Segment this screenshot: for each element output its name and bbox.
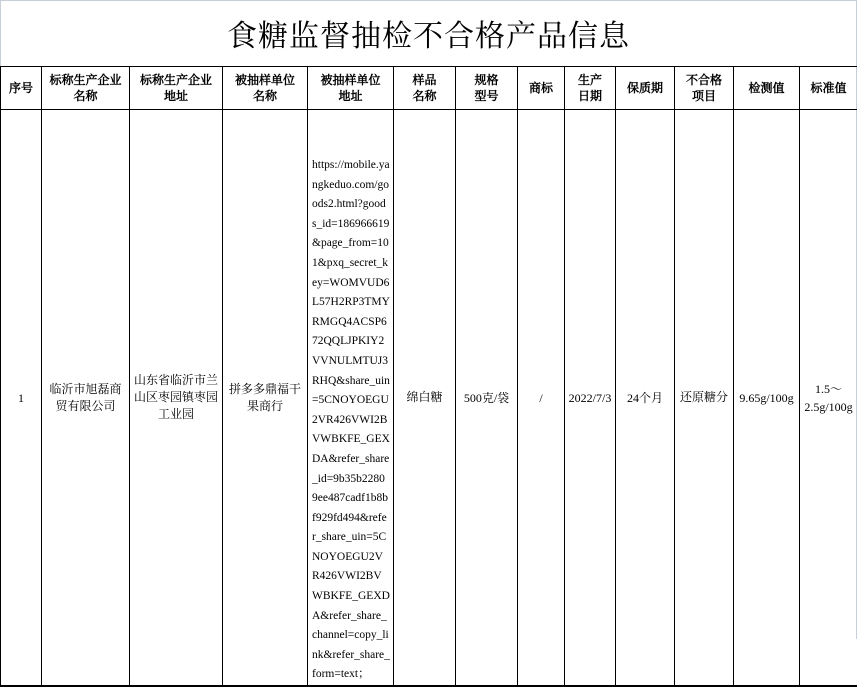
cell-index: 1	[1, 110, 42, 687]
header-nonconforming-item: 不合格 项目	[675, 67, 734, 110]
cell-manufacturer-name: 临沂市旭磊商贸有限公司	[42, 110, 130, 687]
cell-sampled-unit-name: 拼多多鼎福干果商行	[223, 110, 308, 687]
header-index: 序号	[1, 67, 42, 110]
header-test-value: 检测值	[734, 67, 800, 110]
header-spec: 规格 型号	[456, 67, 518, 110]
header-sampled-unit-name: 被抽样单位 名称	[223, 67, 308, 110]
header-manufacturer-address: 标称生产企业 地址	[130, 67, 223, 110]
nonconforming-products-table	[0, 66, 857, 687]
cell-sample-name: 绵白糖	[394, 110, 456, 687]
header-standard-value: 标准值	[800, 67, 857, 110]
cell-standard-value: 1.5～2.5g/100g	[800, 110, 857, 687]
cell-nonconforming-item: 还原糖分	[675, 110, 734, 687]
header-production-date: 生产 日期	[565, 67, 616, 110]
table-header-row	[1, 67, 857, 110]
cell-manufacturer-address: 山东省临沂市兰山区枣园镇枣园工业园	[130, 110, 223, 687]
cell-sampled-unit-address: https://mobile.yangkeduo.com/goods2.html?goods_id=186966619&page_from=101&pxq_secret_key=WOMVUD6L57H2RP3TMYRMGQ4ACSP672QQLJPKIY2VVNULMTUJ3RHQ&share_uin=5CNOYOEGU2VR426VWI2BVWBKFE_GEXDA&refer_share_id=9b35b22809ee487cadf1b8bf929fd494&refer_share_uin=5CNOYOEGU2VR426VWI2BVWBKFE_GEXDA&refer_share_channel=copy_link&refer_share_form=text；	[308, 110, 394, 687]
cell-production-date: 2022/7/3	[565, 110, 616, 687]
header-trademark: 商标	[518, 67, 565, 110]
header-manufacturer-name: 标称生产企业 名称	[42, 67, 130, 110]
cell-test-value: 9.65g/100g	[734, 110, 800, 687]
cell-shelf-life: 24个月	[616, 110, 675, 687]
page-title: 食糖监督抽检不合格产品信息	[0, 0, 857, 66]
header-sample-name: 样品 名称	[394, 67, 456, 110]
cell-trademark: /	[518, 110, 565, 687]
cell-spec: 500克/袋	[456, 110, 518, 687]
header-shelf-life: 保质期	[616, 67, 675, 110]
header-sampled-unit-address: 被抽样单位 地址	[308, 67, 394, 110]
table-row	[1, 110, 857, 687]
